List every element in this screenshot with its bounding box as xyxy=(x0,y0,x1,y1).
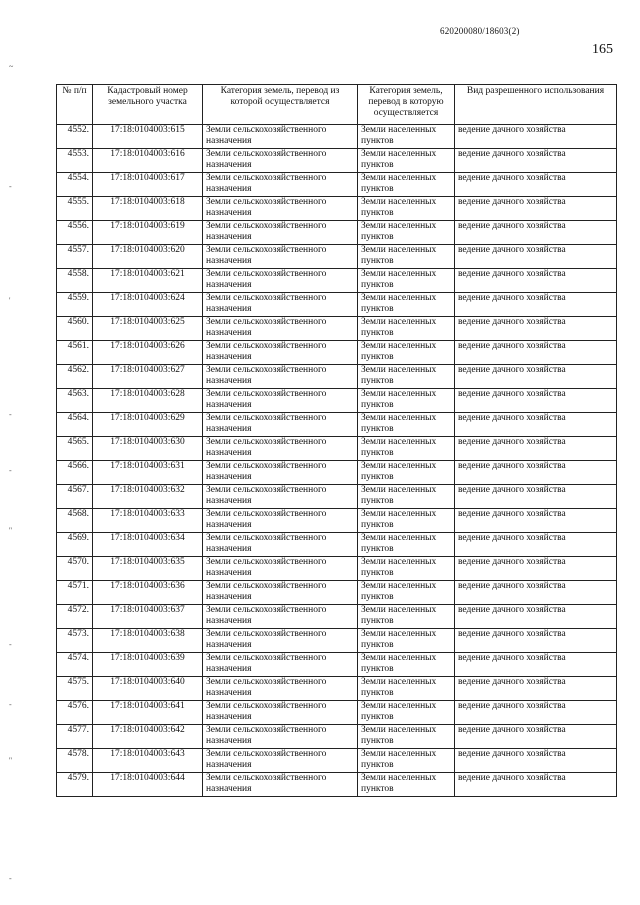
table-row xyxy=(57,725,617,749)
category-to: Земли населенных пунктов xyxy=(358,437,455,461)
category-to: Земли населенных пунктов xyxy=(358,653,455,677)
permitted-use: ведение дачного хозяйства xyxy=(455,701,617,725)
row-number: 4563. xyxy=(57,389,93,413)
cadastral-number: 17:18:0104003:630 xyxy=(93,437,203,461)
category-from: Земли сельскохозяйственного назначения xyxy=(203,389,358,413)
table-row xyxy=(57,221,617,245)
cadastral-number: 17:18:0104003:620 xyxy=(93,245,203,269)
table-row xyxy=(57,245,617,269)
table-row xyxy=(57,677,617,701)
cadastral-number: 17:18:0104003:617 xyxy=(93,173,203,197)
column-header-category-to: Категория земель, перевод в которую осуществляется xyxy=(358,85,455,125)
category-from: Земли сельскохозяйственного назначения xyxy=(203,245,358,269)
permitted-use: ведение дачного хозяйства xyxy=(455,677,617,701)
cadastral-number: 17:18:0104003:618 xyxy=(93,197,203,221)
row-number: 4560. xyxy=(57,317,93,341)
row-number: 4553. xyxy=(57,149,93,173)
table-header-row xyxy=(57,85,617,125)
cadastral-number: 17:18:0104003:625 xyxy=(93,317,203,341)
margin-mark: - xyxy=(9,640,12,649)
row-number: 4579. xyxy=(57,773,93,797)
category-to: Земли населенных пунктов xyxy=(358,557,455,581)
cadastral-number: 17:18:0104003:621 xyxy=(93,269,203,293)
row-number: 4562. xyxy=(57,365,93,389)
category-from: Земли сельскохозяйственного назначения xyxy=(203,173,358,197)
permitted-use: ведение дачного хозяйства xyxy=(455,317,617,341)
document-id: 620200080/18603(2) xyxy=(440,26,520,36)
category-to: Земли населенных пунктов xyxy=(358,629,455,653)
table-row xyxy=(57,317,617,341)
category-from: Земли сельскохозяйственного назначения xyxy=(203,149,358,173)
margin-mark: - xyxy=(9,700,12,709)
permitted-use: ведение дачного хозяйства xyxy=(455,461,617,485)
category-from: Земли сельскохозяйственного назначения xyxy=(203,293,358,317)
category-from: Земли сельскохозяйственного назначения xyxy=(203,749,358,773)
cadastral-number: 17:18:0104003:633 xyxy=(93,509,203,533)
category-from: Земли сельскохозяйственного назначения xyxy=(203,413,358,437)
permitted-use: ведение дачного хозяйства xyxy=(455,533,617,557)
category-to: Земли населенных пунктов xyxy=(358,197,455,221)
table-row xyxy=(57,341,617,365)
cadastral-number: 17:18:0104003:642 xyxy=(93,725,203,749)
category-from: Земли сельскохозяйственного назначения xyxy=(203,125,358,149)
category-to: Земли населенных пунктов xyxy=(358,269,455,293)
table-row xyxy=(57,365,617,389)
permitted-use: ведение дачного хозяйства xyxy=(455,773,617,797)
column-header-number: № п/п xyxy=(57,85,93,125)
permitted-use: ведение дачного хозяйства xyxy=(455,437,617,461)
category-from: Земли сельскохозяйственного назначения xyxy=(203,221,358,245)
cadastral-number: 17:18:0104003:616 xyxy=(93,149,203,173)
table-row xyxy=(57,125,617,149)
row-number: 4565. xyxy=(57,437,93,461)
row-number: 4558. xyxy=(57,269,93,293)
row-number: 4554. xyxy=(57,173,93,197)
table-row xyxy=(57,173,617,197)
table-row xyxy=(57,557,617,581)
permitted-use: ведение дачного хозяйства xyxy=(455,605,617,629)
cadastral-number: 17:18:0104003:629 xyxy=(93,413,203,437)
page-number: 165 xyxy=(592,42,613,57)
row-number: 4561. xyxy=(57,341,93,365)
table-row xyxy=(57,413,617,437)
permitted-use: ведение дачного хозяйства xyxy=(455,197,617,221)
cadastral-number: 17:18:0104003:619 xyxy=(93,221,203,245)
land-registry-table xyxy=(56,84,617,797)
category-to: Земли населенных пунктов xyxy=(358,149,455,173)
table-row xyxy=(57,461,617,485)
permitted-use: ведение дачного хозяйства xyxy=(455,149,617,173)
category-to: Земли населенных пунктов xyxy=(358,293,455,317)
row-number: 4566. xyxy=(57,461,93,485)
table-row xyxy=(57,293,617,317)
category-from: Земли сельскохозяйственного назначения xyxy=(203,605,358,629)
permitted-use: ведение дачного хозяйства xyxy=(455,221,617,245)
column-header-use: Вид разрешенного использования xyxy=(455,85,617,125)
table-row xyxy=(57,749,617,773)
row-number: 4555. xyxy=(57,197,93,221)
cadastral-number: 17:18:0104003:636 xyxy=(93,581,203,605)
cadastral-number: 17:18:0104003:643 xyxy=(93,749,203,773)
cadastral-number: 17:18:0104003:631 xyxy=(93,461,203,485)
category-to: Земли населенных пунктов xyxy=(358,461,455,485)
category-to: Земли населенных пунктов xyxy=(358,725,455,749)
category-from: Земли сельскохозяйственного назначения xyxy=(203,629,358,653)
category-to: Земли населенных пунктов xyxy=(358,485,455,509)
table-row xyxy=(57,437,617,461)
row-number: 4578. xyxy=(57,749,93,773)
category-from: Земли сельскохозяйственного назначения xyxy=(203,653,358,677)
margin-mark: - xyxy=(9,874,12,883)
cadastral-number: 17:18:0104003:644 xyxy=(93,773,203,797)
category-from: Земли сельскохозяйственного назначения xyxy=(203,557,358,581)
permitted-use: ведение дачного хозяйства xyxy=(455,389,617,413)
category-to: Земли населенных пунктов xyxy=(358,389,455,413)
cadastral-number: 17:18:0104003:641 xyxy=(93,701,203,725)
permitted-use: ведение дачного хозяйства xyxy=(455,269,617,293)
table-row xyxy=(57,533,617,557)
cadastral-number: 17:18:0104003:632 xyxy=(93,485,203,509)
category-from: Земли сельскохозяйственного назначения xyxy=(203,773,358,797)
margin-mark: - xyxy=(9,466,12,475)
cadastral-number: 17:18:0104003:615 xyxy=(93,125,203,149)
permitted-use: ведение дачного хозяйства xyxy=(455,509,617,533)
category-from: Земли сельскохозяйственного назначения xyxy=(203,581,358,605)
table-row xyxy=(57,149,617,173)
category-to: Земли населенных пунктов xyxy=(358,581,455,605)
row-number: 4571. xyxy=(57,581,93,605)
table-row xyxy=(57,653,617,677)
row-number: 4572. xyxy=(57,605,93,629)
category-from: Земли сельскохозяйственного назначения xyxy=(203,461,358,485)
row-number: 4567. xyxy=(57,485,93,509)
row-number: 4557. xyxy=(57,245,93,269)
category-from: Земли сельскохозяйственного назначения xyxy=(203,725,358,749)
permitted-use: ведение дачного хозяйства xyxy=(455,725,617,749)
category-to: Земли населенных пунктов xyxy=(358,605,455,629)
category-to: Земли населенных пунктов xyxy=(358,413,455,437)
cadastral-number: 17:18:0104003:634 xyxy=(93,533,203,557)
cadastral-number: 17:18:0104003:639 xyxy=(93,653,203,677)
row-number: 4568. xyxy=(57,509,93,533)
table-row xyxy=(57,485,617,509)
category-to: Земли населенных пунктов xyxy=(358,125,455,149)
row-number: 4552. xyxy=(57,125,93,149)
category-from: Земли сельскохозяйственного назначения xyxy=(203,197,358,221)
category-to: Земли населенных пунктов xyxy=(358,773,455,797)
cadastral-number: 17:18:0104003:635 xyxy=(93,557,203,581)
column-header-cadastral: Кадастровый номер земельного участка xyxy=(93,85,203,125)
table-row xyxy=(57,197,617,221)
category-to: Земли населенных пунктов xyxy=(358,173,455,197)
row-number: 4577. xyxy=(57,725,93,749)
permitted-use: ведение дачного хозяйства xyxy=(455,485,617,509)
category-to: Земли населенных пунктов xyxy=(358,341,455,365)
row-number: 4570. xyxy=(57,557,93,581)
category-from: Земли сельскохозяйственного назначения xyxy=(203,317,358,341)
permitted-use: ведение дачного хозяйства xyxy=(455,749,617,773)
row-number: 4573. xyxy=(57,629,93,653)
permitted-use: ведение дачного хозяйства xyxy=(455,413,617,437)
table-row xyxy=(57,701,617,725)
permitted-use: ведение дачного хозяйства xyxy=(455,557,617,581)
category-from: Земли сельскохозяйственного назначения xyxy=(203,677,358,701)
category-from: Земли сельскохозяйственного назначения xyxy=(203,533,358,557)
category-to: Земли населенных пунктов xyxy=(358,509,455,533)
table-row xyxy=(57,269,617,293)
cadastral-number: 17:18:0104003:626 xyxy=(93,341,203,365)
table-row xyxy=(57,509,617,533)
category-to: Земли населенных пунктов xyxy=(358,245,455,269)
category-from: Земли сельскохозяйственного назначения xyxy=(203,365,358,389)
row-number: 4576. xyxy=(57,701,93,725)
margin-mark: ' xyxy=(9,296,11,305)
permitted-use: ведение дачного хозяйства xyxy=(455,173,617,197)
permitted-use: ведение дачного хозяйства xyxy=(455,245,617,269)
table-row xyxy=(57,581,617,605)
cadastral-number: 17:18:0104003:637 xyxy=(93,605,203,629)
category-to: Земли населенных пунктов xyxy=(358,677,455,701)
category-to: Земли населенных пунктов xyxy=(358,533,455,557)
permitted-use: ведение дачного хозяйства xyxy=(455,293,617,317)
table-row xyxy=(57,629,617,653)
margin-mark: '' xyxy=(9,526,12,535)
margin-mark: - xyxy=(9,182,12,191)
permitted-use: ведение дачного хозяйства xyxy=(455,581,617,605)
row-number: 4569. xyxy=(57,533,93,557)
cadastral-number: 17:18:0104003:627 xyxy=(93,365,203,389)
cadastral-number: 17:18:0104003:624 xyxy=(93,293,203,317)
table-row xyxy=(57,389,617,413)
category-to: Земли населенных пунктов xyxy=(358,365,455,389)
cadastral-number: 17:18:0104003:638 xyxy=(93,629,203,653)
row-number: 4575. xyxy=(57,677,93,701)
category-from: Земли сельскохозяйственного назначения xyxy=(203,485,358,509)
category-from: Земли сельскохозяйственного назначения xyxy=(203,437,358,461)
category-from: Земли сельскохозяйственного назначения xyxy=(203,509,358,533)
permitted-use: ведение дачного хозяйства xyxy=(455,341,617,365)
category-from: Земли сельскохозяйственного назначения xyxy=(203,269,358,293)
permitted-use: ведение дачного хозяйства xyxy=(455,653,617,677)
category-to: Земли населенных пунктов xyxy=(358,317,455,341)
row-number: 4556. xyxy=(57,221,93,245)
margin-mark: '' xyxy=(9,756,12,765)
margin-mark: - xyxy=(9,410,12,419)
permitted-use: ведение дачного хозяйства xyxy=(455,125,617,149)
column-header-category-from: Категория земель, перевод из которой осуществляется xyxy=(203,85,358,125)
row-number: 4559. xyxy=(57,293,93,317)
permitted-use: ведение дачного хозяйства xyxy=(455,629,617,653)
row-number: 4564. xyxy=(57,413,93,437)
table-row xyxy=(57,773,617,797)
cadastral-number: 17:18:0104003:640 xyxy=(93,677,203,701)
cadastral-number: 17:18:0104003:628 xyxy=(93,389,203,413)
category-to: Земли населенных пунктов xyxy=(358,701,455,725)
category-to: Земли населенных пунктов xyxy=(358,749,455,773)
permitted-use: ведение дачного хозяйства xyxy=(455,365,617,389)
category-from: Земли сельскохозяйственного назначения xyxy=(203,341,358,365)
category-from: Земли сельскохозяйственного назначения xyxy=(203,701,358,725)
margin-mark: ~ xyxy=(9,62,14,71)
category-to: Земли населенных пунктов xyxy=(358,221,455,245)
row-number: 4574. xyxy=(57,653,93,677)
table-row xyxy=(57,605,617,629)
